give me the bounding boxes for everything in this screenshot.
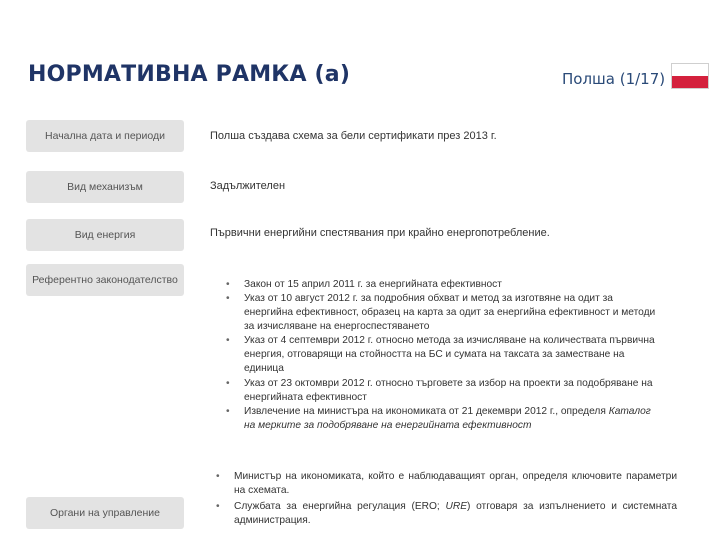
list-item: • Указ от 10 август 2012 г. за подробния обхват и метод за изготвяне на одит за енергийна ефективност, образец на карта за одит за енергийна ефективност и методи за изчисляване на енергоспестяването xyxy=(218,292,658,334)
catalogue-title: Каталог на мерките за подобряване на енергийната ефективност xyxy=(244,405,651,431)
item-text: Извлечение на министъра на икономиката от 21 декември 2012 г., определя xyxy=(244,405,606,417)
list-item: • Указ от 4 септември 2012 г. относно метода за изчисляване на количествата първична енергия, отговарящи на стойността на БС и сумата на таксата за заместване на единица xyxy=(218,334,658,376)
value-start-date: Полша създава схема за бели сертификати през 2013 г. xyxy=(210,130,497,142)
item-text: (ERO; xyxy=(405,501,446,513)
poland-flag-icon xyxy=(671,63,709,89)
value-mechanism: Задължителен xyxy=(210,180,286,192)
list-item xyxy=(210,470,677,498)
list-item xyxy=(218,405,658,433)
flag-red-stripe xyxy=(672,76,708,88)
regulator-name: Службата за енергийна регулация xyxy=(234,501,406,513)
flag-white-stripe xyxy=(672,64,708,76)
label-governance: Органи на управление xyxy=(26,497,184,529)
list-item: • Закон от 15 април 2011 г. за енергийната ефективност xyxy=(218,278,658,292)
ministry-name: Министър на икономиката xyxy=(234,471,362,482)
value-energy-type: Първични енергийни спестявания при крайно енергопотребление. xyxy=(210,227,550,239)
legislation-list xyxy=(218,278,658,433)
list-item xyxy=(210,500,677,528)
country-page-indicator: Полша (1/17) xyxy=(562,70,666,88)
item-text: ) отговаря за изпълнението и системната администрация. xyxy=(234,501,677,527)
list-item: • Указ от 23 октомври 2012 г. относно търговете за избор на проекти за подобряване на енергийната ефективност xyxy=(218,377,658,405)
item-text: , който е наблюдаващият орган, определя ключовите параметри на схемата. xyxy=(234,471,678,497)
label-legislation: Референтно законодателство xyxy=(26,264,184,296)
label-energy-type: Вид енергия xyxy=(26,219,184,251)
label-mechanism: Вид механизъм xyxy=(26,171,184,203)
regulator-abbrev: URE xyxy=(445,501,467,513)
page-title: НОРМАТИВНА РАМКА (а) xyxy=(28,62,351,87)
governance-list xyxy=(210,470,677,528)
label-start-date: Начална дата и периоди xyxy=(26,120,184,152)
